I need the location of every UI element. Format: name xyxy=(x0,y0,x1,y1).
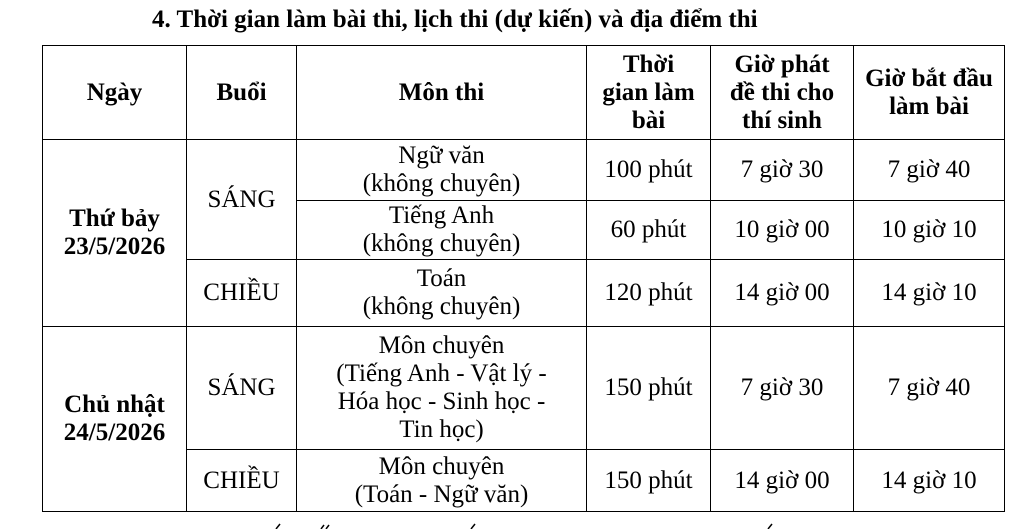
subject-line: Hóa học - Sinh học - xyxy=(337,388,546,415)
subject-cell xyxy=(297,201,587,260)
subject-cell xyxy=(297,450,587,512)
header-paper-time-line: thí sinh xyxy=(742,106,822,134)
day-cell xyxy=(43,327,187,512)
subject-cell xyxy=(297,140,587,201)
table-row xyxy=(43,450,1005,512)
header-session: Buổi xyxy=(187,46,297,140)
header-duration-line: Thời xyxy=(622,50,675,78)
header-duration-line: bài xyxy=(631,106,666,134)
section-heading: 4. Thời gian làm bài thi, lịch thi (dự kiến) và địa điểm thi xyxy=(152,6,758,33)
header-paper-time-line: đề thi cho xyxy=(729,78,835,106)
subject-line: (Tiếng Anh - Vật lý - xyxy=(336,360,547,387)
subject-line: Môn chuyên xyxy=(378,452,505,480)
table-header-row xyxy=(43,46,1005,140)
subject-line: Tin học) xyxy=(399,416,484,443)
paper-time-cell: 7 giờ 30 xyxy=(711,327,854,450)
subject-cell xyxy=(297,327,587,450)
header-duration xyxy=(587,46,711,140)
duration-cell: 150 phút xyxy=(587,450,711,512)
start-time-cell: 14 giờ 10 xyxy=(854,450,1005,512)
header-start-time xyxy=(854,46,1005,140)
header-duration-line: gian làm xyxy=(602,78,695,106)
header-paper-time-line: Giờ phát xyxy=(734,50,830,78)
cropped-next-line-fragment xyxy=(40,518,980,529)
table-row xyxy=(43,140,1005,201)
header-subject: Môn thi xyxy=(297,46,587,140)
subject-line: (không chuyên) xyxy=(362,293,521,320)
session-cell: SÁNG xyxy=(187,140,297,260)
paper-time-cell: 14 giờ 00 xyxy=(711,260,854,327)
subject-line: (không chuyên) xyxy=(362,170,521,197)
duration-cell: 60 phút xyxy=(587,201,711,260)
cropped-accent-marks xyxy=(40,520,980,529)
subject-cell xyxy=(297,260,587,327)
day-cell xyxy=(43,140,187,327)
day-date: 24/5/2026 xyxy=(63,419,166,446)
subject-line: Tiếng Anh xyxy=(388,202,495,229)
exam-schedule-table xyxy=(42,45,1005,512)
header-paper-time xyxy=(711,46,854,140)
subject-line: Ngữ văn xyxy=(398,142,485,169)
paper-time-cell: 14 giờ 00 xyxy=(711,450,854,512)
start-time-cell: 7 giờ 40 xyxy=(854,140,1005,201)
duration-cell: 100 phút xyxy=(587,140,711,201)
duration-cell: 150 phút xyxy=(587,327,711,450)
day-name: Thứ bảy xyxy=(69,205,160,232)
paper-time-cell: 10 giờ 00 xyxy=(711,201,854,260)
session-cell: CHIỀU xyxy=(187,450,297,512)
table-row xyxy=(43,327,1005,450)
start-time-cell: 7 giờ 40 xyxy=(854,327,1005,450)
header-day: Ngày xyxy=(43,46,187,140)
subject-line: (không chuyên) xyxy=(362,230,521,257)
paper-time-cell: 7 giờ 30 xyxy=(711,140,854,201)
table-row xyxy=(43,260,1005,327)
day-date: 23/5/2026 xyxy=(63,233,166,260)
start-time-cell: 14 giờ 10 xyxy=(854,260,1005,327)
session-cell: CHIỀU xyxy=(187,260,297,327)
duration-cell: 120 phút xyxy=(587,260,711,327)
header-start-time-line: làm bài xyxy=(889,92,969,120)
day-name: Chủ nhật xyxy=(64,391,165,418)
subject-line: (Toán - Ngữ văn) xyxy=(354,480,529,508)
subject-line: Toán xyxy=(416,265,467,292)
session-cell: SÁNG xyxy=(187,327,297,450)
subject-line: Môn chuyên xyxy=(378,332,505,359)
start-time-cell: 10 giờ 10 xyxy=(854,201,1005,260)
header-start-time-line: Giờ bắt đầu xyxy=(865,64,993,92)
